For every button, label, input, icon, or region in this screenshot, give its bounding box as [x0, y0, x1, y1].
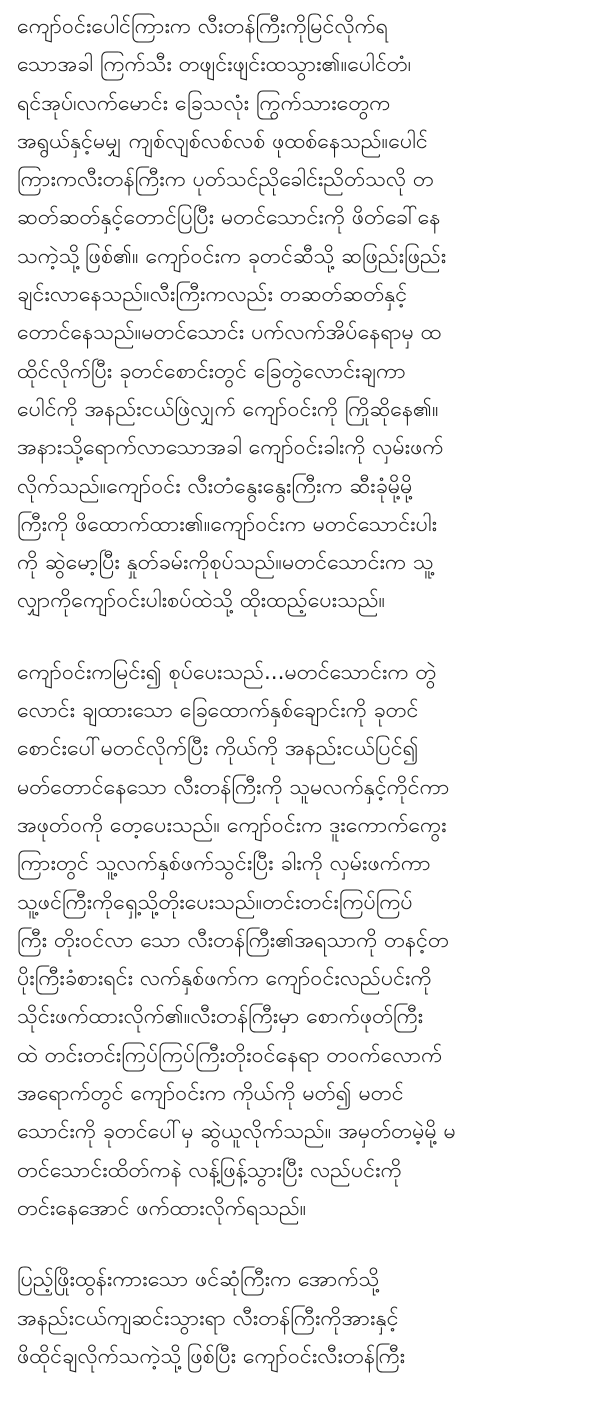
text-line: သူ့ဖင်ကြီးကိုရှေ့သို့တိုးပေးသည်။တင်းတင်းကြပ်ကြပ်: [17, 889, 413, 915]
text-line: စောင်းပေါ်မတင်လိုက်ပြီး ကိုယ်ကို အနည်းငယ်ပြင်၍: [17, 736, 419, 762]
text-line: တင်းနေအောင် ဖက်ထားလိုက်ရသည်။: [17, 1195, 307, 1221]
text-line: ကျော်ဝင်းပေါင်ကြားက လီးတန်ကြီးကိုမြင်လိုက်ရ: [17, 14, 388, 39]
text-line: တောင်နေသည်။မတင်သောင်း ပက်လက်အိပ်နေရာမှ ထ: [17, 320, 442, 346]
text-line: ပေါင်ကို အနည်းငယ်ဖြဲလျှက် ကျော်ဝင်းကို ကြိုဆိုနေ၏။: [17, 396, 439, 422]
text-line: ကို ဆွဲမော့ပြီး နှုတ်ခမ်းကိုစုပ်သည်။မတင်သောင်းက သူ့: [17, 550, 434, 576]
text-line: ထဲ တင်းတင်းကြပ်ကြပ်ကြီးတိုးဝင်နေရာ တဝက်လောက်: [17, 1042, 443, 1068]
text-line: သောင်းကို ခုတင်ပေါ်မှ ဆွဲယူလိုက်သည်။ အမှတ်တမဲ့မို့ မ: [17, 1119, 456, 1145]
text-line: ပိုးကြီးခံစားရင်း လက်နှစ်ဖက်က ကျော်ဝင်းလည်ပင်းကို: [17, 966, 432, 992]
text-line: လျှာကိုကျော်ဝင်းပါးစပ်ထဲသို့ ထိုးထည့်ပေးသည်။: [17, 588, 386, 614]
text-line: သိုင်းဖက်ထားလိုက်၏။လီးတန်ကြီးမှာ စောက်ဖုတ်ကြီး: [17, 1004, 424, 1030]
text-line: လိုက်သည်။ကျော်ဝင်း လီးတံနွေးနွေးကြီးက ဆီးခုံမို့မို့: [17, 473, 413, 499]
text-line: ပြည့်ဖြိုးထွန်းကားသော ဖင်ဆုံကြီးက အောက်သို့: [17, 1267, 380, 1293]
text-line: သောအခါ ကြက်သီး တဖျင်းဖျင်းထသွား၏။ပေါင်တံ၊: [17, 52, 412, 78]
article-body: [17, 8, 593, 1409]
text-line: ကြီးကို ဖိထောက်ထား၏။ကျော်ဝင်းက မတင်သောင်းပါး: [17, 511, 438, 537]
text-line: အရောက်တွင် ကျော်ဝင်းက ကိုယ်ကို မတ်၍ မတင်: [17, 1081, 404, 1107]
paragraph-2: [17, 654, 593, 1228]
text-line: ဆတ်ဆတ်နှင့်တောင်ပြပြီး မတင်သောင်းကို ဖိတ်ခေါ်နေ: [17, 205, 441, 231]
text-line: ကြီး တိုးဝင်လာ သော လီးတန်ကြီး၏အရသာကို တနင့်တ: [17, 927, 449, 953]
text-line: အနည်းငယ်ကျဆင်းသွားရာ လီးတန်ကြီးကိုအားနှင့်: [17, 1305, 399, 1331]
text-line: ကြားတွင် သူ့လက်နှစ်ဖက်သွင်းပြီး ခါးကို လှမ်းဖက်ကာ: [17, 851, 431, 877]
text-line: ချင်းလာနေသည်။လီးကြီးကလည်း တဆတ်ဆတ်နှင့်: [17, 282, 408, 308]
text-line: တင်သောင်းထိတ်ကနဲ လန့်ဖြန့်သွားပြီး လည်ပင်းကို: [17, 1157, 402, 1183]
text-line: မတ်တောင်နေသော လီးတန်ကြီးကို သူမလက်နှင့်ကိုင်ကာ: [17, 774, 450, 800]
text-line: ထိုင်လိုက်ပြီး ခုတင်စောင်းတွင် ခြေတွဲလောင်းချကာ: [17, 358, 406, 384]
text-line: ကြားကလီးတန်ကြီးက ပုတ်သင်ညိုခေါင်းညိတ်သလို တ: [17, 167, 434, 193]
text-line: အရွယ်နှင့်မမျှ ကျစ်လျစ်လစ်လစ် ဖုထစ်နေသည်။ပေါင်: [17, 128, 428, 154]
text-line: သကဲ့သို့ဖြစ်၏။ ကျော်ဝင်းက ခုတင်ဆီသို့ ဆဖြည်းဖြည်း: [17, 243, 447, 269]
text-line: ကျော်ဝင်းကမြင်း၍ စုပ်ပေးသည်...မတင်သောင်းက တွဲ: [17, 659, 437, 685]
paragraph-3: [17, 1261, 593, 1376]
text-line: လောင်း ချထားသော ခြေထောက်နှစ်ချောင်းကို ခုတင်: [17, 698, 419, 724]
paragraph-1: [17, 8, 593, 621]
text-line: ရင်အုပ်၊လက်မောင်း ခြေသလုံး ကြွက်သားတွေက: [17, 90, 391, 116]
text-line: အနားသို့ရောက်လာသောအခါ ကျော်ဝင်းခါးကို လှမ်းဖက်: [17, 435, 444, 461]
text-line: အဖုတ်ဝကို တေ့ပေးသည်။ ကျော်ဝင်းက ဒူးကောက်ကွေး: [17, 812, 447, 838]
text-line: ဖိထိုင်ချလိုက်သကဲ့သို့ဖြစ်ပြီး ကျော်ဝင်းလီးတန်ကြီး: [17, 1343, 406, 1369]
